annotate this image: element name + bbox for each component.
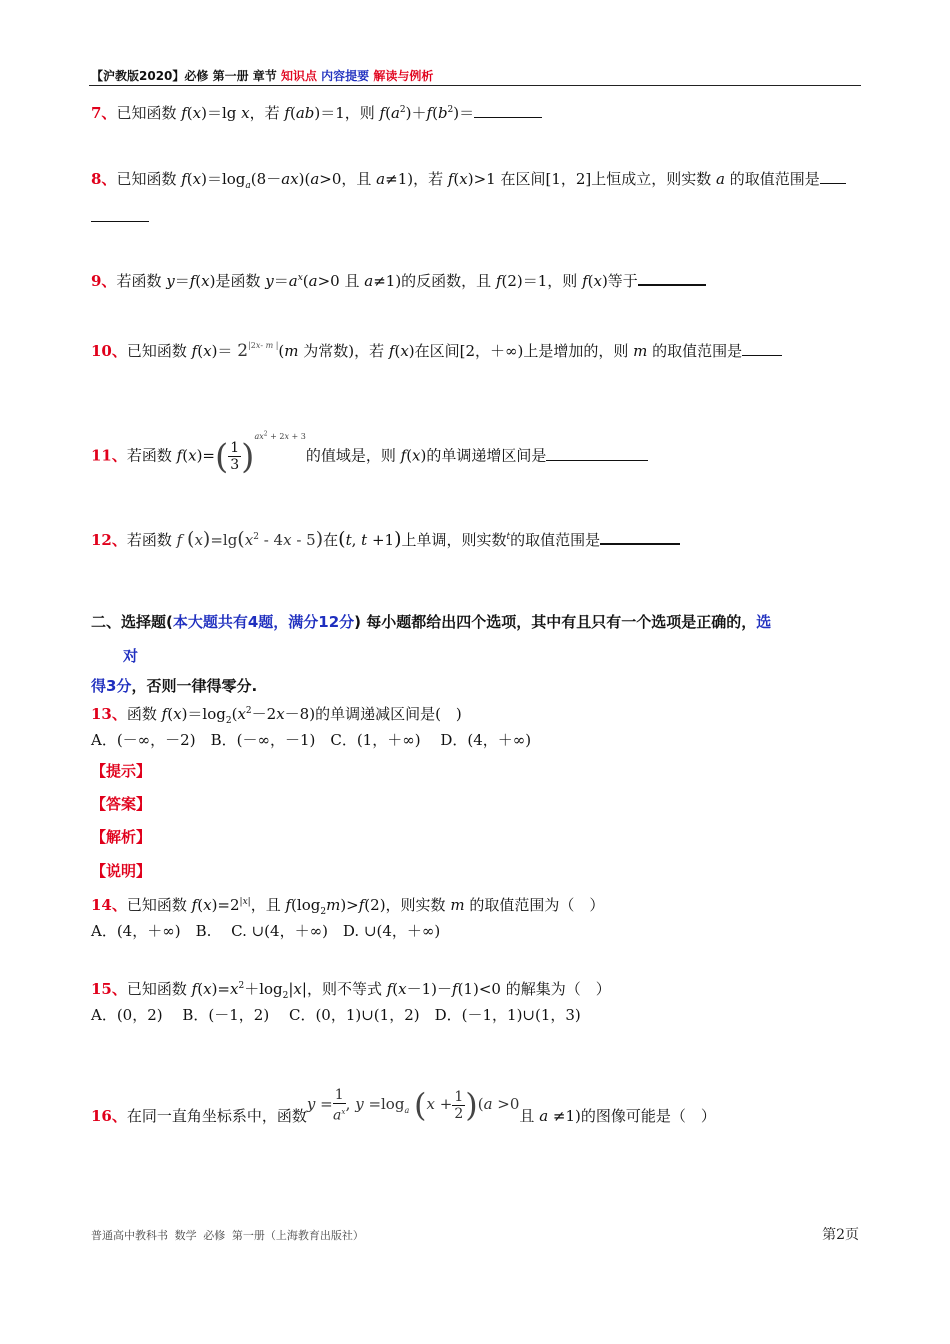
question-14: 14、已知函数 $f(x)=2^{|x|}$，且 $f(\log_2m)>f(2)$，则实数 m 的取值范围为（ ） [91,896,605,917]
question-number: 8、 [91,170,117,188]
section-detail: 本大题共有4题，满分12分 [172,613,355,631]
question-text: 已知函数 [116,104,177,122]
question-text: 若函数 [126,531,172,549]
header-examples: 解读与例析 [373,69,434,83]
header-title: 【沪教版2020】必修 第一册 章节 [91,69,281,83]
question-13: 13、函数 $f(x)=\log_2(x^2-2x-8)$的单调递减区间是( ) [91,705,462,726]
answer-blank[interactable] [820,168,846,184]
question-13-options[interactable]: A．(－∞，－2) B．(－∞，－1) C．(1，＋∞) D．(4，＋∞) [91,731,532,749]
page-header [91,67,433,84]
section-2-heading [91,611,771,632]
answer-blank[interactable] [474,102,542,118]
question-9: 9、若函数 y＝f(x)是函数 $y=a^x(a>0$ 且 a≠1)的反函数，且 f(2)＝1，则 f(x)等于 [91,267,706,292]
question-number: 14、 [91,896,127,914]
question-12: 12、若函数 f $(x)=\lg(x^2 - 4x - 5)$在(t, t +1)上单调，则实数$^t$的取值范围是 [91,526,680,551]
question-text: 已知函数 [126,896,187,914]
question-10: 10、已知函数 $f(x)= 2^{|2x- m |}(m$ 为常数)，若 f(x)在区间[2，＋∞)上是增加的，则 m 的取值范围是 [91,335,782,362]
tag-analysis: 【解析】 [91,828,152,846]
question-text: 在同一直角坐标系中，函数 [126,1107,307,1125]
question-11: 11、若函数 f(x)=( $\frac{1}{3}$ )$^{ax^2 + 2x + 3}$的值域是，则 f(x)的单调递增区间是 [91,414,648,476]
section-2-rule [91,675,257,696]
header-summary: 内容提要 [321,69,370,83]
tag-note: 【说明】 [91,862,152,880]
question-number: 7、 [91,104,117,122]
question-number: 13、 [91,705,127,723]
question-number: 12、 [91,531,127,549]
question-text: 已知函数 [126,342,187,360]
question-15: 15、已知函数 $f(x)=x^2+\log_2|x|$，则不等式 f(x－1)－f(1)<0 的解集为（ ） [91,980,611,1001]
section-tail-3: 得3分 [91,677,132,695]
question-8-continued [91,206,149,228]
question-text: 若函数 [116,272,162,290]
section-tail-4: ，否则一律得零分. [131,677,258,695]
question-text: 已知函数 [126,980,187,998]
question-number: 10、 [91,342,127,360]
question-text: 若函数 [126,446,172,465]
answer-blank[interactable] [600,528,680,545]
question-16: 16、在同一直角坐标系中，函数y = $\frac{1}{a^x}$ , $y =\log_a$ (x + $\frac{1}{2}$ )(a >0且 a ≠1)的图像可能是（ ） [91,1086,716,1125]
question-text: 函数 [126,705,157,723]
question-number: 11、 [91,446,127,465]
question-number: 15、 [91,980,127,998]
section-tail-2: 对 [123,647,139,665]
question-15-options[interactable]: A．(0，2) B．(－1，2) C．(0，1)∪(1，2) D．(－1，1)∪(1，3) [91,1006,581,1024]
question-number: 16、 [91,1107,127,1125]
section-instruction: ) 每小题都给出四个选项，其中有且只有一个选项是正确的， [354,613,757,631]
answer-blank[interactable] [638,269,706,286]
question-text: 已知函数 [116,170,177,188]
tag-answer: 【答案】 [91,795,152,813]
header-knowledge: 知识点 [280,69,317,83]
answer-blank[interactable] [546,445,648,461]
question-8: 8、已知函数 $f(x)=\log_a(8-ax)(a>0$，且 a≠1)，若 f(x)>1 在区间[1，2]上恒成立，则实数 a 的取值范围是 [91,168,846,197]
section-title: 二、选择题( [91,613,173,631]
question-14-options[interactable]: A．(4，＋∞) B. C. ∪(4，＋∞) D. ∪(4，＋∞) [91,922,441,940]
answer-blank-continued[interactable] [91,206,149,222]
tag-hint: 【提示】 [91,762,152,780]
answer-blank[interactable] [742,340,782,356]
header-divider [89,85,861,86]
question-number: 9、 [91,272,117,290]
footer-book: 普通高中教科书 数学 必修 第一册（上海教育出版社） [91,1229,364,1242]
section-tail-1: 选 [756,613,772,631]
page-number: 第2页 [822,1227,859,1243]
question-7: 7、已知函数 f(x)＝lg x，若 f(ab)＝1，则 $f(a^2)+f(b^2)=$ [91,99,542,124]
